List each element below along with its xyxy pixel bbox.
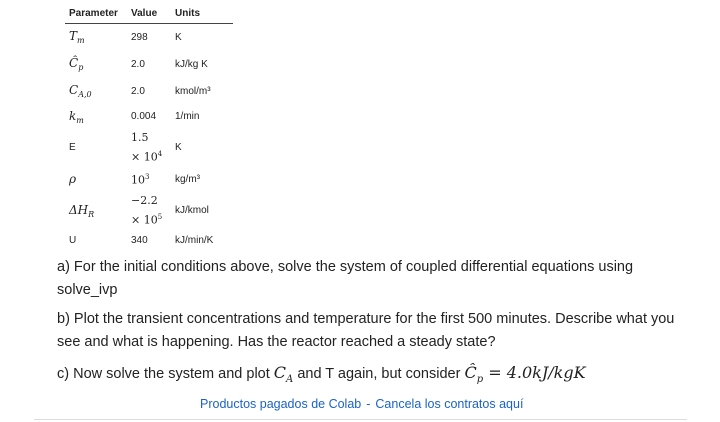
footer-links: [200, 397, 523, 411]
question-a: a) For the initial conditions above, solve the system of coupled differential equations using solve_ivp: [57, 259, 634, 298]
param-value: 2.0: [131, 85, 145, 97]
math-cp-formula: $Ĉ_p = 4.0kJ/kgK$: [464, 363, 586, 386]
param-subscript: p: [78, 63, 84, 72]
param-subscript: R: [88, 209, 95, 219]
param-units: 1/min: [175, 111, 200, 122]
cancel-contracts-link[interactable]: Cancela los contratos aquí: [375, 397, 524, 411]
paid-products-link[interactable]: Productos pagados de Colab: [200, 397, 362, 411]
question-c: [57, 361, 687, 391]
footer-divider: [34, 419, 687, 420]
param-value: [127, 167, 171, 192]
question-b: b) Plot the transient concentrations and temperature for the first 500 minutes. Describe what you see and what is happening. Has the reactor reached a steady state?: [57, 311, 675, 350]
value-mantissa: 1.5: [131, 130, 149, 144]
table-row: [65, 230, 233, 252]
param-value: −2.2 × $10^5$: [127, 192, 171, 230]
table-row: [65, 105, 233, 129]
param-value: 2.0: [131, 58, 145, 70]
param-value: 340: [131, 235, 148, 246]
param-subscript: A,0: [78, 90, 92, 99]
table-row: [65, 24, 233, 51]
header-parameter: Parameter: [65, 3, 127, 24]
value-exponent: 4: [157, 149, 163, 158]
header-value: Value: [127, 3, 171, 24]
param-symbol: ΔH: [69, 202, 89, 217]
value-mantissa: −2.2: [131, 193, 158, 207]
value-base: 10: [131, 173, 145, 187]
param-value: 0.004: [131, 111, 157, 122]
param-units: kJ/kmol: [175, 205, 209, 216]
parameter-table: [65, 3, 233, 252]
param-subscript: m: [77, 36, 85, 46]
param-symbol: T: [69, 29, 78, 44]
param-units: kg/m³: [175, 173, 200, 185]
param-symbol: C: [69, 83, 79, 97]
math-ca: $C_A$: [273, 363, 294, 386]
question-c-prefix: c) Now solve the system and plot: [57, 366, 270, 382]
param-value: 298: [131, 31, 148, 43]
value-exponent: 3: [145, 173, 150, 182]
param-subscript: m: [76, 115, 84, 125]
param-units: kJ/min/K: [175, 235, 214, 246]
question-c-mid: and T again, but consider: [297, 366, 461, 382]
table-row: [65, 78, 233, 105]
table-row: [65, 167, 233, 192]
table-row: [65, 129, 233, 167]
header-units: Units: [171, 3, 233, 24]
param-value: 1.5 × $10^4$: [127, 129, 171, 167]
footer-separator: -: [366, 397, 371, 411]
param-symbol: ρ: [69, 172, 77, 186]
param-symbol: Ĉ: [69, 56, 79, 70]
param-units: K: [175, 31, 182, 43]
param-units: K: [175, 142, 182, 153]
table-row: [65, 192, 233, 230]
param-symbol: E: [69, 142, 76, 153]
param-units: kJ/kg K: [175, 58, 208, 70]
param-symbol: U: [69, 235, 77, 246]
param-symbol: k: [69, 108, 77, 123]
table-row: [65, 51, 233, 78]
value-exponent: 5: [157, 212, 163, 221]
param-units: kmol/m³: [175, 85, 211, 97]
